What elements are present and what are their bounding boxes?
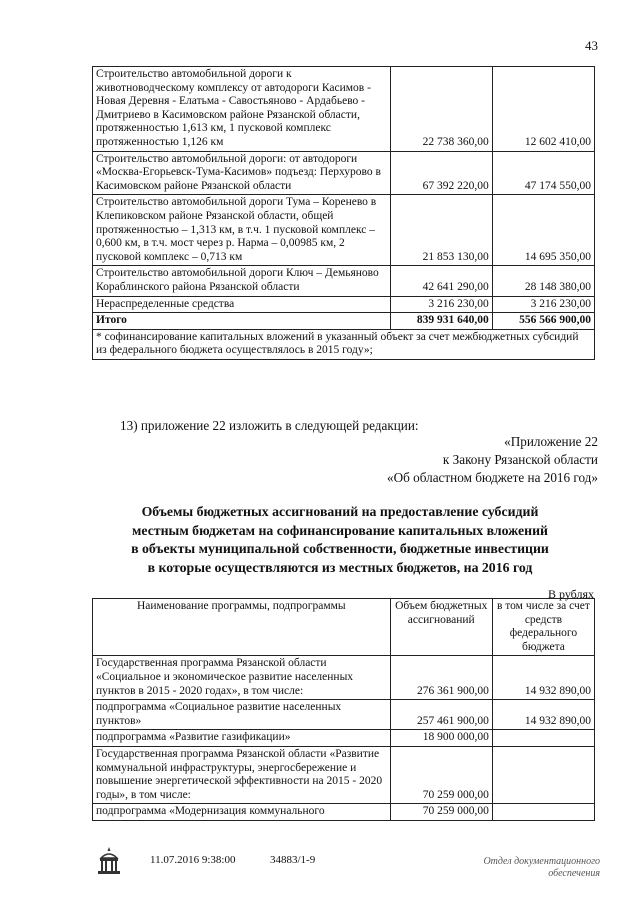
capital-investments-table-continued [92, 66, 595, 360]
page-number: 43 [585, 38, 598, 53]
total-value: 839 931 640,00 [390, 313, 492, 330]
row-federal: 28 148 380,00 [492, 266, 594, 296]
table-row [93, 151, 595, 195]
title-line-1: Объемы бюджетных ассигнований на предоставление субсидий [141, 504, 539, 519]
row-federal: 12 602 410,00 [492, 67, 594, 152]
appendix-line-1: «Приложение 22 [504, 434, 598, 449]
footer-datetime: 11.07.2016 9:38:00 [150, 854, 236, 866]
row-name: подпрограмма «Модернизация коммунального [93, 804, 391, 821]
table-row [93, 67, 595, 152]
table-row [93, 700, 595, 730]
table-row [93, 195, 595, 266]
building-emblem-icon [92, 844, 126, 878]
budget-allocations-table [92, 598, 595, 821]
department-stamp [460, 856, 600, 880]
row-name: Строительство автомобильной дороги: от автодороги «Москва-Егорьевск-Тума-Касимов» подъезд: Перхурово в Касимовском районе Рязанской области [93, 151, 391, 195]
row-federal: 14 932 890,00 [492, 656, 594, 700]
row-name: подпрограмма «Развитие газификации» [93, 730, 391, 747]
row-name: Строительство автомобильной дороги Тума – Коренево в Клепиковском районе Рязанской области, общей протяженностью – 1,313 км, в т.ч. 1 пусковой комплекс – 0,600 км, в т.ч. мост через р. Нарма – 0,00985 км, 2 пусковой комплекс – 0,713 км [93, 195, 391, 266]
row-federal: 14 932 890,00 [492, 700, 594, 730]
table-row [93, 746, 595, 803]
units-label: В рублях [547, 587, 594, 601]
row-total: 276 361 900,00 [390, 656, 492, 700]
row-total: 42 641 290,00 [390, 266, 492, 296]
total-label: Итого [93, 313, 391, 330]
row-total: 21 853 130,00 [390, 195, 492, 266]
document-title [80, 503, 600, 577]
table-row [93, 730, 595, 747]
table-row [93, 804, 595, 821]
row-name: Государственная программа Рязанской области «Развитие коммунальной инфраструктуры, энергосбережение и повышение энергетической эффективности на 2015 - 2020 годы», в том числе: [93, 746, 391, 803]
row-total: 70 259 000,00 [390, 804, 492, 821]
row-federal [492, 730, 594, 747]
appendix-line-2: к Закону Рязанской области [442, 452, 598, 467]
row-total: 67 392 220,00 [390, 151, 492, 195]
row-federal: 14 695 350,00 [492, 195, 594, 266]
item-13-text: 13) приложение 22 изложить в следующей редакции: [120, 418, 419, 433]
header-name: Наименование программы, подпрограммы [93, 599, 391, 656]
row-name: Строительство автомобильной дороги Ключ – Демьяново Кораблинского района Рязанской области [93, 266, 391, 296]
appendix-header [387, 433, 598, 487]
row-federal [492, 804, 594, 821]
title-line-3: в объекты муниципальной собственности, бюджетные инвестиции [131, 541, 549, 556]
footer-doc-number: 34883/1-9 [270, 854, 316, 866]
table-row [93, 266, 595, 296]
header-total: Объем бюджетных ассигнований [390, 599, 492, 656]
row-name: Строительство автомобильной дороги к животноводческому комплексу от автодороги Касимов - Новая Деревня - Елатьма - Савостьяново - Ардабьево - Дмитриево в Касимовском районе Рязанской области, протяженностью 1,613 км, 1 пусковой комплекс протяженностью 1,126 км [93, 67, 391, 152]
stamp-line-1: Отдел документационного [483, 856, 600, 867]
title-line-2: местным бюджетам на софинансирование капитальных вложений [132, 522, 548, 538]
row-total: 22 738 360,00 [390, 67, 492, 152]
row-name: Государственная программа Рязанской области «Социальное и экономическое развитие населенных пунктов в 2015 - 2020 годах», в том числе: [93, 656, 391, 700]
row-federal [492, 746, 594, 803]
title-line-4: в которые осуществляются из местных бюджетов, на 2016 год [147, 559, 533, 575]
stamp-line-2: обеспечения [548, 868, 600, 879]
table-header-row [93, 599, 595, 656]
appendix-line-3: «Об областном бюджете на 2016 год» [387, 470, 598, 485]
table-row [93, 296, 595, 313]
row-federal: 47 174 550,00 [492, 151, 594, 195]
row-federal: 3 216 230,00 [492, 296, 594, 313]
row-name: Нераспределенные средства [93, 296, 391, 313]
row-total: 3 216 230,00 [390, 296, 492, 313]
total-federal: 556 566 900,00 [492, 313, 594, 330]
table-row [93, 656, 595, 700]
footnote: * софинансирование капитальных вложений в указанный объект за счет межбюджетных субсидий из федерального бюджета осуществлялось в 2015 году»; [93, 329, 595, 359]
row-total: 257 461 900,00 [390, 700, 492, 730]
row-name: подпрограмма «Социальное развитие населенных пунктов» [93, 700, 391, 730]
footnote-row [93, 329, 595, 359]
header-federal: в том числе за счет средств федерального бюджета [492, 599, 594, 656]
row-total: 18 900 000,00 [390, 730, 492, 747]
total-row [93, 313, 595, 330]
row-total: 70 259 000,00 [390, 746, 492, 803]
